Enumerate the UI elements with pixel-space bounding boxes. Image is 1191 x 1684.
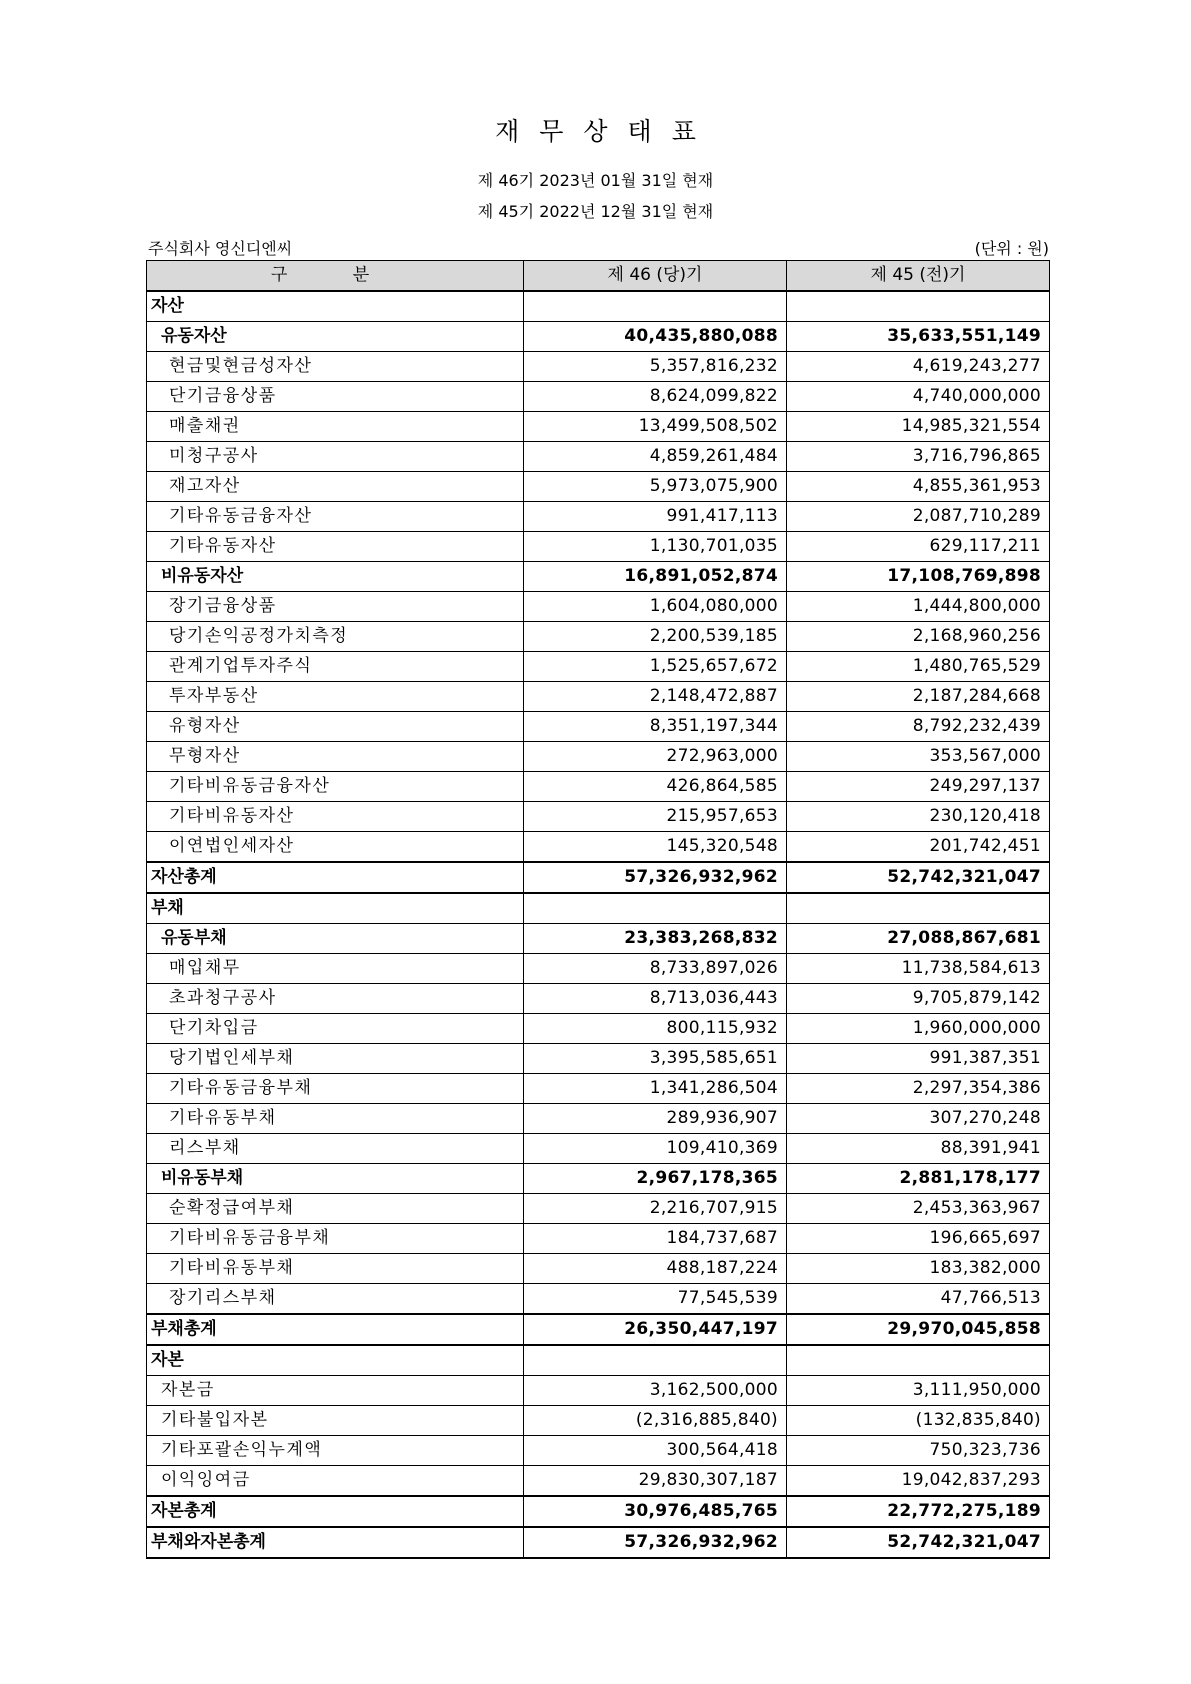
prior-period-value bbox=[787, 291, 1050, 322]
current-period-value: 8,351,197,344 bbox=[524, 712, 787, 742]
prior-period-value: (132,835,840) bbox=[787, 1406, 1050, 1436]
table-row bbox=[147, 862, 1050, 893]
prior-period-value: 2,168,960,256 bbox=[787, 622, 1050, 652]
current-period-value: 109,410,369 bbox=[524, 1134, 787, 1164]
prior-period-value: 353,567,000 bbox=[787, 742, 1050, 772]
current-period-value: 29,830,307,187 bbox=[524, 1466, 787, 1497]
row-label: 기타유동자산 bbox=[147, 532, 524, 562]
row-label: 리스부채 bbox=[147, 1134, 524, 1164]
current-period-value: 8,733,897,026 bbox=[524, 954, 787, 984]
table-body bbox=[147, 291, 1050, 1558]
prior-period-value: 629,117,211 bbox=[787, 532, 1050, 562]
row-label: 순확정급여부채 bbox=[147, 1194, 524, 1224]
prior-period-value: 22,772,275,189 bbox=[787, 1496, 1050, 1527]
row-label: 장기리스부채 bbox=[147, 1284, 524, 1315]
row-label: 기타포괄손익누계액 bbox=[147, 1436, 524, 1466]
row-label: 부채 bbox=[147, 893, 524, 924]
table-row bbox=[147, 1254, 1050, 1284]
table-row bbox=[147, 1466, 1050, 1497]
current-period-value: 2,967,178,365 bbox=[524, 1164, 787, 1194]
row-label: 당기손익공정가치측정 bbox=[147, 622, 524, 652]
table-row bbox=[147, 1496, 1050, 1527]
table-row bbox=[147, 382, 1050, 412]
row-label: 기타비유동부채 bbox=[147, 1254, 524, 1284]
prior-period-value: 3,111,950,000 bbox=[787, 1376, 1050, 1406]
row-label: 유형자산 bbox=[147, 712, 524, 742]
company-name: 주식회사 영신디엔씨 bbox=[148, 239, 293, 258]
current-period-value: 13,499,508,502 bbox=[524, 412, 787, 442]
current-period-value: 300,564,418 bbox=[524, 1436, 787, 1466]
prior-period-value: 8,792,232,439 bbox=[787, 712, 1050, 742]
current-period-value: 8,713,036,443 bbox=[524, 984, 787, 1014]
prior-period-value: 991,387,351 bbox=[787, 1044, 1050, 1074]
table-row bbox=[147, 562, 1050, 592]
current-period-value: 289,936,907 bbox=[524, 1104, 787, 1134]
current-period-value: 272,963,000 bbox=[524, 742, 787, 772]
row-label: 기타비유동금융자산 bbox=[147, 772, 524, 802]
current-period-value: 77,545,539 bbox=[524, 1284, 787, 1315]
row-label: 당기법인세부채 bbox=[147, 1044, 524, 1074]
row-label: 비유동부채 bbox=[147, 1164, 524, 1194]
table-row bbox=[147, 682, 1050, 712]
current-period-value: 16,891,052,874 bbox=[524, 562, 787, 592]
table-row bbox=[147, 1044, 1050, 1074]
row-label: 비유동자산 bbox=[147, 562, 524, 592]
current-period-value: 5,973,075,900 bbox=[524, 472, 787, 502]
table-row bbox=[147, 442, 1050, 472]
table-row bbox=[147, 1314, 1050, 1345]
table-row bbox=[147, 592, 1050, 622]
current-period-value: 488,187,224 bbox=[524, 1254, 787, 1284]
row-label: 자본금 bbox=[147, 1376, 524, 1406]
prior-period-value: 196,665,697 bbox=[787, 1224, 1050, 1254]
row-label: 장기금융상품 bbox=[147, 592, 524, 622]
row-label: 재고자산 bbox=[147, 472, 524, 502]
table-row bbox=[147, 742, 1050, 772]
current-period-value: 57,326,932,962 bbox=[524, 1527, 787, 1558]
prior-period-value: 2,187,284,668 bbox=[787, 682, 1050, 712]
table-row bbox=[147, 412, 1050, 442]
prior-period-value: 11,738,584,613 bbox=[787, 954, 1050, 984]
current-period-value: 4,859,261,484 bbox=[524, 442, 787, 472]
table-row bbox=[147, 1104, 1050, 1134]
current-period-value: 2,216,707,915 bbox=[524, 1194, 787, 1224]
current-period-date: 제 46기 2023년 01월 31일 현재 bbox=[477, 171, 714, 190]
prior-period-value: 4,855,361,953 bbox=[787, 472, 1050, 502]
prior-period-value: 35,633,551,149 bbox=[787, 322, 1050, 352]
row-label: 유동부채 bbox=[147, 924, 524, 954]
current-period-value: 5,357,816,232 bbox=[524, 352, 787, 382]
row-label: 기타유동금융부채 bbox=[147, 1074, 524, 1104]
current-period-value: 2,200,539,185 bbox=[524, 622, 787, 652]
table-row bbox=[147, 802, 1050, 832]
table-header-row bbox=[147, 261, 1050, 292]
table-row bbox=[147, 652, 1050, 682]
unit-label: (단위 : 원) bbox=[974, 239, 1049, 258]
table-row bbox=[147, 1527, 1050, 1558]
table-row bbox=[147, 622, 1050, 652]
current-period-value: 800,115,932 bbox=[524, 1014, 787, 1044]
table-row bbox=[147, 1284, 1050, 1315]
table-row bbox=[147, 984, 1050, 1014]
current-period-value bbox=[524, 291, 787, 322]
table-row bbox=[147, 1134, 1050, 1164]
current-period-value: 3,162,500,000 bbox=[524, 1376, 787, 1406]
row-label: 이익잉여금 bbox=[147, 1466, 524, 1497]
table-row bbox=[147, 832, 1050, 863]
prior-period-value: 183,382,000 bbox=[787, 1254, 1050, 1284]
table-row bbox=[147, 1345, 1050, 1376]
prior-period-value: 19,042,837,293 bbox=[787, 1466, 1050, 1497]
row-label: 매입채무 bbox=[147, 954, 524, 984]
row-label: 기타불입자본 bbox=[147, 1406, 524, 1436]
prior-period-value: 29,970,045,858 bbox=[787, 1314, 1050, 1345]
prior-period-value: 1,960,000,000 bbox=[787, 1014, 1050, 1044]
prior-period-value: 2,453,363,967 bbox=[787, 1194, 1050, 1224]
row-label: 기타비유동자산 bbox=[147, 802, 524, 832]
current-period-value: 57,326,932,962 bbox=[524, 862, 787, 893]
row-label: 투자부동산 bbox=[147, 682, 524, 712]
current-period-value: 426,864,585 bbox=[524, 772, 787, 802]
table-row bbox=[147, 1164, 1050, 1194]
document-title: 재무상태표 bbox=[495, 117, 716, 146]
table-row bbox=[147, 1224, 1050, 1254]
current-period-value: 215,957,653 bbox=[524, 802, 787, 832]
current-period-value: 30,976,485,765 bbox=[524, 1496, 787, 1527]
prior-period-value: 201,742,451 bbox=[787, 832, 1050, 863]
prior-period-value: 4,740,000,000 bbox=[787, 382, 1050, 412]
row-label: 기타비유동금융부채 bbox=[147, 1224, 524, 1254]
row-label: 부채총계 bbox=[147, 1314, 524, 1345]
table-row bbox=[147, 1074, 1050, 1104]
row-label: 무형자산 bbox=[147, 742, 524, 772]
current-period-value: (2,316,885,840) bbox=[524, 1406, 787, 1436]
row-label: 기타유동금융자산 bbox=[147, 502, 524, 532]
current-period-value: 991,417,113 bbox=[524, 502, 787, 532]
row-label: 이연법인세자산 bbox=[147, 832, 524, 863]
table-row bbox=[147, 772, 1050, 802]
prior-period-value: 88,391,941 bbox=[787, 1134, 1050, 1164]
row-label: 기타유동부채 bbox=[147, 1104, 524, 1134]
prior-period-value: 52,742,321,047 bbox=[787, 1527, 1050, 1558]
prior-period-value: 52,742,321,047 bbox=[787, 862, 1050, 893]
prior-period-value: 230,120,418 bbox=[787, 802, 1050, 832]
row-label: 단기금융상품 bbox=[147, 382, 524, 412]
current-period-value: 26,350,447,197 bbox=[524, 1314, 787, 1345]
prior-period-value bbox=[787, 1345, 1050, 1376]
prior-period-value: 17,108,769,898 bbox=[787, 562, 1050, 592]
balance-sheet-table bbox=[146, 260, 1050, 1559]
table-row bbox=[147, 472, 1050, 502]
current-period-value: 1,604,080,000 bbox=[524, 592, 787, 622]
table-row bbox=[147, 352, 1050, 382]
table-row bbox=[147, 954, 1050, 984]
table-row bbox=[147, 1406, 1050, 1436]
table-row bbox=[147, 1376, 1050, 1406]
prior-period-date: 제 45기 2022년 12월 31일 현재 bbox=[477, 202, 714, 221]
row-label: 자본 bbox=[147, 1345, 524, 1376]
table-row bbox=[147, 1194, 1050, 1224]
current-period-value: 8,624,099,822 bbox=[524, 382, 787, 412]
prior-period-value: 1,480,765,529 bbox=[787, 652, 1050, 682]
table-row bbox=[147, 502, 1050, 532]
current-period-value: 1,130,701,035 bbox=[524, 532, 787, 562]
prior-period-value: 249,297,137 bbox=[787, 772, 1050, 802]
table-row bbox=[147, 1436, 1050, 1466]
prior-period-value bbox=[787, 893, 1050, 924]
current-period-value: 145,320,548 bbox=[524, 832, 787, 863]
current-period-value: 1,341,286,504 bbox=[524, 1074, 787, 1104]
row-label: 부채와자본총계 bbox=[147, 1527, 524, 1558]
row-label: 매출채권 bbox=[147, 412, 524, 442]
current-period-value: 40,435,880,088 bbox=[524, 322, 787, 352]
row-label: 자산 bbox=[147, 291, 524, 322]
prior-period-value: 4,619,243,277 bbox=[787, 352, 1050, 382]
row-label: 단기차입금 bbox=[147, 1014, 524, 1044]
current-period-value: 3,395,585,651 bbox=[524, 1044, 787, 1074]
current-period-value bbox=[524, 893, 787, 924]
prior-period-value: 27,088,867,681 bbox=[787, 924, 1050, 954]
prior-period-value: 750,323,736 bbox=[787, 1436, 1050, 1466]
row-label: 유동자산 bbox=[147, 322, 524, 352]
row-label: 관계기업투자주식 bbox=[147, 652, 524, 682]
table-row bbox=[147, 532, 1050, 562]
table-row bbox=[147, 893, 1050, 924]
prior-period-value: 14,985,321,554 bbox=[787, 412, 1050, 442]
table-row bbox=[147, 291, 1050, 322]
header-current-period: 제 46 (당)기 bbox=[524, 261, 787, 292]
prior-period-value: 307,270,248 bbox=[787, 1104, 1050, 1134]
table-row bbox=[147, 1014, 1050, 1044]
prior-period-value: 3,716,796,865 bbox=[787, 442, 1050, 472]
prior-period-value: 1,444,800,000 bbox=[787, 592, 1050, 622]
prior-period-value: 2,297,354,386 bbox=[787, 1074, 1050, 1104]
row-label: 초과청구공사 bbox=[147, 984, 524, 1014]
table-row bbox=[147, 712, 1050, 742]
current-period-value: 1,525,657,672 bbox=[524, 652, 787, 682]
current-period-value: 23,383,268,832 bbox=[524, 924, 787, 954]
header-category: 구 분 bbox=[147, 261, 524, 292]
header-prior-period: 제 45 (전)기 bbox=[787, 261, 1050, 292]
row-label: 미청구공사 bbox=[147, 442, 524, 472]
table-row bbox=[147, 322, 1050, 352]
current-period-value bbox=[524, 1345, 787, 1376]
current-period-value: 184,737,687 bbox=[524, 1224, 787, 1254]
table-row bbox=[147, 924, 1050, 954]
row-label: 현금및현금성자산 bbox=[147, 352, 524, 382]
prior-period-value: 2,881,178,177 bbox=[787, 1164, 1050, 1194]
prior-period-value: 47,766,513 bbox=[787, 1284, 1050, 1315]
prior-period-value: 9,705,879,142 bbox=[787, 984, 1050, 1014]
current-period-value: 2,148,472,887 bbox=[524, 682, 787, 712]
prior-period-value: 2,087,710,289 bbox=[787, 502, 1050, 532]
row-label: 자본총계 bbox=[147, 1496, 524, 1527]
row-label: 자산총계 bbox=[147, 862, 524, 893]
